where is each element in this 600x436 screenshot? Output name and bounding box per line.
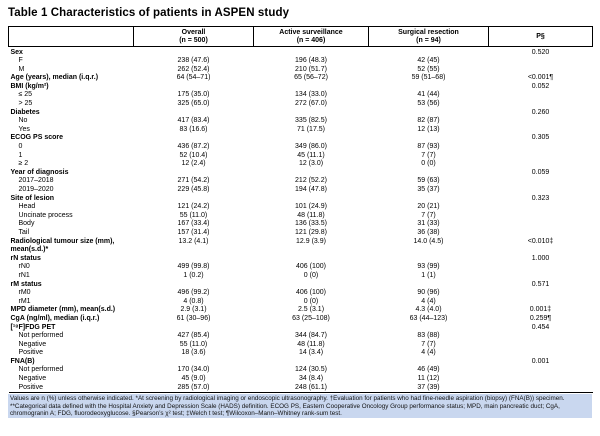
table-row <box>9 134 593 143</box>
table-header <box>9 27 593 47</box>
cell-surgical-resection: 46 (49) <box>417 366 440 374</box>
table-row <box>9 152 593 161</box>
table-row <box>9 66 593 75</box>
cell-active-surveillance <box>254 195 369 204</box>
cell-overall: 157 (31.4) <box>177 228 210 236</box>
cell-active-surveillance <box>254 169 369 178</box>
cell-pvalue <box>489 332 593 341</box>
row-label: Age (years), median (i.q.r.) <box>10 74 99 82</box>
cell-pvalue: 0.001 <box>531 357 550 365</box>
cell-active-surveillance: 335 (82.5) <box>295 117 327 125</box>
row-label: Diabetes <box>10 108 40 116</box>
cell-surgical-resection: 35 (37) <box>417 186 440 193</box>
cell-pvalue <box>489 160 593 169</box>
header-active-n: (n = 406) <box>296 36 326 44</box>
patient-characteristics-table <box>8 26 593 393</box>
cell-pvalue <box>489 212 593 221</box>
cell-pvalue: 0.305 <box>531 134 550 142</box>
cell-overall: 229 (45.8) <box>177 186 210 193</box>
cell-active-surveillance <box>254 281 369 290</box>
cell-overall <box>134 169 254 178</box>
cell-overall: 61 (30–96) <box>176 314 211 322</box>
table-row <box>9 332 593 341</box>
cell-overall: 167 (33.4) <box>177 220 210 228</box>
header-pvalue-label: P§ <box>536 32 545 40</box>
cell-overall: 175 (35.0) <box>177 91 210 99</box>
cell-active-surveillance: 406 (100) <box>296 289 326 297</box>
cell-overall: 55 (11.0) <box>179 340 208 348</box>
cell-surgical-resection: 41 (44) <box>417 91 440 99</box>
cell-overall <box>134 83 254 92</box>
cell-pvalue <box>489 298 593 307</box>
cell-overall <box>134 195 254 204</box>
row-label: Uncinate process <box>18 211 73 219</box>
cell-overall: 121 (24.2) <box>177 203 210 211</box>
cell-surgical-resection: 14.0 (4.5) <box>413 237 444 245</box>
cell-overall: 55 (11.0) <box>179 211 208 219</box>
table-title: Table 1 Characteristics of patients in ASPEN study <box>8 7 290 19</box>
row-label: M <box>18 65 25 73</box>
table-row <box>9 100 593 109</box>
cell-active-surveillance: 134 (33.0) <box>295 91 327 99</box>
row-label: [¹⁸F]FDG PET <box>10 323 56 331</box>
row-label: MPD diameter (mm), mean(s.d.) <box>10 306 116 314</box>
table-row <box>9 238 593 255</box>
table-row <box>9 349 593 358</box>
table-row <box>9 203 593 212</box>
cell-active-surveillance: 14 (3.4) <box>298 349 324 357</box>
cell-overall <box>134 47 254 58</box>
table-row <box>9 281 593 290</box>
cell-overall: 64 (54–71) <box>176 74 211 82</box>
cell-overall: 18 (3.6) <box>181 349 206 357</box>
cell-surgical-resection <box>369 324 489 333</box>
cell-surgical-resection: 59 (63) <box>417 177 440 185</box>
table-row <box>9 375 593 384</box>
table-row <box>9 220 593 229</box>
cell-active-surveillance: 48 (11.8) <box>297 340 325 348</box>
cell-pvalue: 1.000 <box>531 254 550 262</box>
cell-pvalue: 0.520 <box>531 48 550 56</box>
cell-active-surveillance: 12.9 (3.9) <box>296 237 326 245</box>
cell-surgical-resection <box>369 169 489 178</box>
row-label: 2019–2020 <box>18 186 54 193</box>
table-row <box>9 169 593 178</box>
cell-surgical-resection: 7 (7) <box>421 340 436 348</box>
row-label: No <box>18 117 28 125</box>
table-row <box>9 195 593 204</box>
cell-active-surveillance <box>254 324 369 333</box>
table-row <box>9 212 593 221</box>
header-overall-label: Overall <box>181 28 206 36</box>
cell-active-surveillance <box>254 358 369 367</box>
cell-surgical-resection: 93 (99) <box>417 263 440 271</box>
row-label: rN1 <box>18 271 30 279</box>
cell-active-surveillance: 71 (17.5) <box>296 125 326 133</box>
row-label: Negative <box>18 375 47 383</box>
cell-active-surveillance: 48 (11.8) <box>297 211 325 219</box>
cell-overall: 170 (34.0) <box>177 366 210 374</box>
row-label: Radiological tumour size (mm), mean(s.d.)* <box>10 237 115 254</box>
cell-surgical-resection: 37 (39) <box>417 383 440 391</box>
table-row <box>9 177 593 186</box>
row-label: Not performed <box>18 332 64 340</box>
table-row <box>9 126 593 135</box>
table-row <box>9 83 593 92</box>
cell-active-surveillance: 272 (67.0) <box>295 100 327 108</box>
row-label: Tail <box>18 228 30 236</box>
cell-surgical-resection: 31 (33) <box>417 220 440 228</box>
cell-overall: 52 (10.4) <box>179 151 208 159</box>
cell-active-surveillance <box>254 134 369 143</box>
row-label: ≥ 2 <box>18 160 29 168</box>
cell-active-surveillance: 344 (84.7) <box>295 332 327 340</box>
row-label: rN0 <box>18 263 30 271</box>
cell-pvalue <box>489 203 593 212</box>
row-label: F <box>18 57 23 65</box>
cell-active-surveillance: 65 (56–72) <box>294 74 328 82</box>
row-label: Body <box>18 220 35 228</box>
table-row <box>9 57 593 66</box>
cell-overall <box>134 281 254 290</box>
cell-pvalue <box>489 91 593 100</box>
header-overall-n: (n = 500) <box>179 36 208 44</box>
cell-overall <box>134 109 254 118</box>
row-label: rM1 <box>18 297 31 305</box>
table-row <box>9 229 593 238</box>
cell-surgical-resection <box>369 358 489 367</box>
cell-surgical-resection: 7 (7) <box>421 211 436 219</box>
cell-overall: 499 (99.8) <box>177 263 210 271</box>
cell-overall <box>134 134 254 143</box>
table-row <box>9 341 593 350</box>
header-surgical-label: Surgical resection <box>398 28 459 36</box>
cell-pvalue: 0.001‡ <box>529 306 552 314</box>
header-surgical-resection <box>369 27 489 47</box>
cell-pvalue: <0.001¶ <box>527 74 554 82</box>
cell-pvalue <box>489 289 593 298</box>
table-row <box>9 91 593 100</box>
row-label: Sex <box>10 48 23 56</box>
table-row <box>9 298 593 307</box>
cell-surgical-resection: 4 (4) <box>421 297 436 305</box>
header-row <box>9 27 593 47</box>
table-row <box>9 109 593 118</box>
cell-pvalue <box>489 100 593 109</box>
row-label: Head <box>18 203 36 211</box>
table-row <box>9 324 593 333</box>
cell-pvalue <box>489 126 593 135</box>
cell-active-surveillance: 0 (0) <box>303 297 319 305</box>
table-row <box>9 160 593 169</box>
cell-surgical-resection: 90 (96) <box>417 289 440 297</box>
cell-pvalue: 0.323 <box>531 194 550 202</box>
cell-overall: 238 (47.6) <box>177 57 210 65</box>
cell-surgical-resection: 63 (44–123) <box>409 314 448 322</box>
cell-active-surveillance: 0 (0) <box>303 271 319 279</box>
cell-pvalue <box>489 117 593 126</box>
cell-active-surveillance: 248 (61.1) <box>295 383 327 391</box>
cell-pvalue <box>489 152 593 161</box>
cell-pvalue <box>489 341 593 350</box>
cell-overall: 436 (87.2) <box>177 143 210 151</box>
table-row <box>9 358 593 367</box>
cell-pvalue: 0.454 <box>531 323 550 331</box>
cell-pvalue: 0.260 <box>531 108 550 116</box>
row-label: Positive <box>18 349 44 357</box>
cell-active-surveillance: 124 (30.5) <box>295 366 327 374</box>
cell-surgical-resection: 42 (45) <box>417 57 440 65</box>
cell-surgical-resection: 20 (21) <box>417 203 440 211</box>
cell-active-surveillance <box>254 255 369 264</box>
cell-surgical-resection: 12 (13) <box>417 125 440 133</box>
cell-active-surveillance: 2.5 (3.1) <box>297 306 325 314</box>
cell-overall: 4 (0.8) <box>183 297 204 305</box>
cell-active-surveillance: 12 (3.0) <box>298 160 324 168</box>
cell-active-surveillance: 212 (52.2) <box>295 177 327 185</box>
row-label: ≤ 25 <box>18 91 33 99</box>
cell-surgical-resection: 82 (87) <box>417 117 440 125</box>
cell-overall: 45 (9.0) <box>181 375 206 383</box>
cell-active-surveillance <box>254 83 369 92</box>
cell-surgical-resection <box>369 47 489 58</box>
header-active-surveillance <box>254 27 369 47</box>
cell-pvalue: 0.571 <box>531 280 550 288</box>
cell-pvalue <box>489 66 593 75</box>
cell-surgical-resection <box>369 134 489 143</box>
table-row <box>9 186 593 195</box>
header-overall <box>134 27 254 47</box>
cell-pvalue <box>489 57 593 66</box>
table-row <box>9 47 593 58</box>
table-row <box>9 384 593 393</box>
header-active-label: Active surveillance <box>279 28 343 36</box>
row-label: BMI (kg/m²) <box>10 82 49 90</box>
header-rowlabel-empty <box>9 27 134 47</box>
header-pvalue <box>489 27 593 47</box>
cell-pvalue <box>489 272 593 281</box>
cell-surgical-resection: 53 (56) <box>417 100 440 108</box>
cell-overall: 496 (99.2) <box>177 289 210 297</box>
cell-overall: 262 (52.4) <box>177 65 210 73</box>
cell-active-surveillance: 63 (25–108) <box>292 314 330 322</box>
cell-surgical-resection <box>369 195 489 204</box>
table-row <box>9 366 593 375</box>
cell-pvalue <box>489 366 593 375</box>
row-label: Not performed <box>18 366 64 374</box>
row-label: 1 <box>18 151 23 159</box>
table-row <box>9 143 593 152</box>
cell-surgical-resection <box>369 109 489 118</box>
row-label: CgA (ng/ml), median (i.q.r.) <box>10 314 100 322</box>
cell-overall: 2.9 (3.1) <box>180 306 207 314</box>
row-label: 0 <box>18 143 23 151</box>
cell-surgical-resection: 36 (38) <box>417 228 440 236</box>
cell-surgical-resection: 4.3 (4.0) <box>415 306 442 314</box>
cell-overall <box>134 358 254 367</box>
cell-active-surveillance: 406 (100) <box>296 263 326 271</box>
cell-pvalue: 0.052 <box>531 82 550 90</box>
cell-active-surveillance: 101 (24.9) <box>295 203 327 211</box>
cell-active-surveillance: 45 (11.1) <box>297 151 325 159</box>
table-footnote: Values are n (%) unless otherwise indicated. *At screening by radiological imaging or endoscopic ultrasonography. †Evaluation for patients who had fine-needle aspiration (biopsy) (FNA(B)) specimen. **Categorical data defined with the Hospital Anxiety and Depression Scale (HADS) definition. ECOG PS, Eastern Cooperative Oncology Group performance status; MPD, main pancreatic duct; CgA, chromogranin A; FDG, fluorodeoxyglucose. §Pearson’s χ² test; ‡Welch t test; ¶Wilcoxon–Mann–Whitney rank-sum test. <box>8 394 592 418</box>
table-row <box>9 306 593 315</box>
cell-active-surveillance <box>254 109 369 118</box>
cell-surgical-resection: 11 (12) <box>417 375 440 383</box>
cell-surgical-resection <box>369 255 489 264</box>
table-row <box>9 74 593 83</box>
row-label: Positive <box>18 383 44 391</box>
cell-overall: 271 (54.2) <box>177 177 210 185</box>
cell-active-surveillance: 136 (33.5) <box>295 220 327 228</box>
cell-surgical-resection <box>369 83 489 92</box>
cell-active-surveillance <box>254 47 369 58</box>
table-row <box>9 263 593 272</box>
cell-overall <box>134 255 254 264</box>
row-label: Yes <box>18 125 30 133</box>
cell-surgical-resection: 7 (7) <box>421 151 436 159</box>
cell-pvalue <box>489 384 593 393</box>
cell-pvalue: 0.259¶ <box>529 314 552 322</box>
cell-pvalue <box>489 186 593 195</box>
cell-surgical-resection: 4 (4) <box>421 349 436 357</box>
row-label: > 25 <box>18 100 33 108</box>
table-row <box>9 255 593 264</box>
cell-surgical-resection: 1 (1) <box>421 271 436 279</box>
row-label: Negative <box>18 340 47 348</box>
table-row <box>9 289 593 298</box>
cell-pvalue <box>489 143 593 152</box>
cell-surgical-resection: 87 (93) <box>417 143 440 151</box>
cell-pvalue <box>489 263 593 272</box>
cell-surgical-resection <box>369 281 489 290</box>
row-label: FNA(B) <box>10 357 35 365</box>
cell-pvalue <box>489 220 593 229</box>
table-body <box>9 47 593 393</box>
cell-active-surveillance: 210 (51.7) <box>295 65 327 73</box>
cell-overall: 83 (16.6) <box>179 125 208 133</box>
row-label: 2017–2018 <box>18 177 54 185</box>
cell-pvalue: <0.010‡ <box>527 237 554 245</box>
row-label: rM0 <box>18 289 31 297</box>
cell-surgical-resection: 59 (51–68) <box>411 74 446 82</box>
cell-overall: 12 (2.4) <box>181 160 206 168</box>
cell-surgical-resection: 52 (55) <box>417 65 440 73</box>
cell-surgical-resection: 83 (88) <box>417 332 440 340</box>
cell-surgical-resection: 0 (0) <box>421 160 436 168</box>
cell-pvalue <box>489 349 593 358</box>
table-row <box>9 315 593 324</box>
header-surgical-n: (n = 94) <box>416 36 441 44</box>
row-label: rN status <box>10 254 41 262</box>
table-row <box>9 272 593 281</box>
cell-pvalue: 0.059 <box>531 168 550 176</box>
row-label: ECOG PS score <box>10 134 64 142</box>
cell-overall: 285 (57.0) <box>177 383 210 391</box>
row-label: rM status <box>10 280 42 288</box>
row-label: Site of lesion <box>10 194 55 202</box>
cell-active-surveillance: 121 (29.8) <box>295 228 327 236</box>
cell-overall: 13.2 (4.1) <box>178 237 209 245</box>
cell-active-surveillance: 196 (48.3) <box>295 57 327 65</box>
table-row <box>9 117 593 126</box>
cell-overall: 427 (85.4) <box>177 332 210 340</box>
cell-active-surveillance: 194 (47.8) <box>295 186 327 193</box>
cell-active-surveillance: 349 (86.0) <box>295 143 327 151</box>
cell-overall: 1 (0.2) <box>183 271 204 279</box>
cell-pvalue <box>489 375 593 384</box>
cell-overall <box>134 324 254 333</box>
cell-overall: 325 (65.0) <box>177 100 210 108</box>
cell-pvalue <box>489 177 593 186</box>
row-label: Year of diagnosis <box>10 168 69 176</box>
cell-pvalue <box>489 229 593 238</box>
cell-active-surveillance: 34 (8.4) <box>298 375 324 383</box>
cell-overall: 417 (83.4) <box>177 117 210 125</box>
